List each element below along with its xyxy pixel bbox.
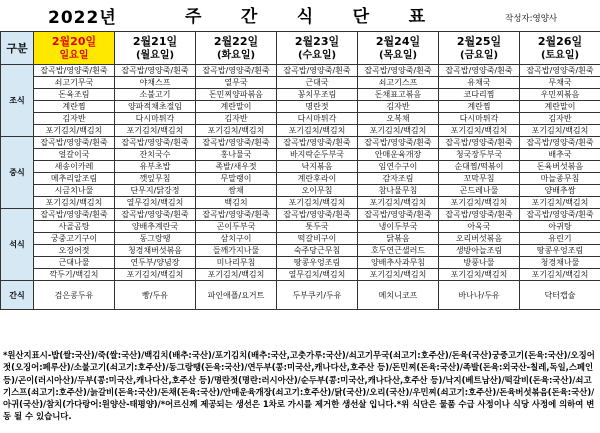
menu-row (1, 65, 600, 77)
menu-cell: 무말랭이 (196, 173, 277, 185)
day-date: 2월21일 (132, 34, 178, 48)
menu-cell: 잔치국수 (115, 149, 196, 161)
menu-cell: 포기김치/백김치 (520, 197, 600, 209)
menu-cell: 쇠고기무국 (34, 77, 115, 89)
menu-cell: 잡곡밥/영양죽/흰죽 (358, 209, 439, 221)
menu-cell: 오이무침 (277, 185, 358, 197)
menu-row (1, 125, 600, 137)
day-header (34, 32, 115, 65)
menu-cell: 잡곡밥/영양죽/흰죽 (196, 65, 277, 77)
menu-cell: 다시마튀각 (439, 113, 520, 125)
menu-cell: 잡곡밥/영양죽/흰죽 (115, 65, 196, 77)
menu-cell: 오리버섯볶음 (439, 233, 520, 245)
menu-cell: 떡갈비구이 (277, 233, 358, 245)
menu-cell: 낙지볶음 (277, 161, 358, 173)
day-header (196, 32, 277, 65)
menu-cell: 열무김치/백김치 (115, 197, 196, 209)
menu-cell: 냉이두부국 (358, 221, 439, 233)
table-header (1, 32, 600, 65)
menu-cell: 족발/새우젓 (196, 161, 277, 173)
weekly-menu-table (0, 31, 600, 310)
menu-cell: 꽁치무조림 (277, 89, 358, 101)
menu-cell: 잡곡밥/영양죽/흰죽 (115, 137, 196, 149)
menu-cell: 포기김치/백김치 (358, 125, 439, 137)
menu-cell: 잡곡밥/영양죽/흰죽 (34, 137, 115, 149)
menu-cell: 돈민찌양파볶음 (196, 89, 277, 101)
menu-cell: 감자조림 (358, 173, 439, 185)
menu-cell: 포기김치/백김치 (358, 197, 439, 209)
menu-cell: 잡곡밥/영양죽/흰죽 (196, 137, 277, 149)
day-weekday: (화요일) (216, 49, 256, 61)
menu-cell: 포기김치/백김치 (439, 269, 520, 281)
menu-cell: 명란젓 (277, 101, 358, 113)
menu-cell: 아욱국 (439, 221, 520, 233)
menu-cell: 우민찌볶음 (520, 89, 600, 101)
menu-cell: 계란찜 (34, 101, 115, 113)
menu-cell: 포기김치/백김치 (115, 269, 196, 281)
menu-cell: 김자반 (196, 113, 277, 125)
menu-cell: 단무지/닭강정 (115, 185, 196, 197)
snack-cell: 검은콩두유 (34, 281, 115, 310)
menu-cell: 메추리알조림 (34, 173, 115, 185)
menu-row (1, 245, 600, 257)
day-date: 2월24일 (375, 34, 421, 48)
menu-cell: 잡곡밥/영양죽/흰죽 (439, 137, 520, 149)
menu-cell: 잡곡밥/영양죽/흰죽 (34, 209, 115, 221)
day-date: 2월25일 (456, 34, 502, 48)
title-char: 표 (408, 7, 425, 27)
meal-label (1, 137, 34, 209)
menu-cell: 생방아늘조림 (439, 245, 520, 257)
menu-cell: 곤드레나물 (439, 185, 520, 197)
menu-cell: 잡곡밥/영양죽/흰죽 (520, 209, 600, 221)
day-date: 2월23일 (294, 34, 340, 48)
menu-cell: 땅콩우엉조림 (277, 257, 358, 269)
snack-cell: 파인애플/요거트 (196, 281, 277, 310)
menu-cell: 참나물무침 (358, 185, 439, 197)
menu-row (1, 173, 600, 185)
menu-cell: 김자반 (34, 113, 115, 125)
menu-cell: 양배추계란국 (115, 221, 196, 233)
menu-cell: 깍두기/백김치 (34, 269, 115, 281)
day-header (520, 32, 600, 65)
menu-cell: 돈육조림 (34, 89, 115, 101)
year-label: 2022년 (48, 8, 117, 28)
menu-row (1, 137, 600, 149)
menu-cell: 잡곡밥/영양죽/흰죽 (115, 209, 196, 221)
meal-label-text: 중식 (9, 167, 25, 177)
menu-row (1, 197, 600, 209)
snack-label: 간식 (1, 281, 34, 310)
snack-cell: 바나나/두유 (439, 281, 520, 310)
day-weekday: 일요일 (59, 49, 89, 61)
menu-cell: 들깨가지나물 (196, 245, 277, 257)
menu-row (1, 101, 600, 113)
day-weekday: (수요일) (297, 49, 337, 61)
menu-cell: 청경채나물 (520, 257, 600, 269)
menu-cell: 잡곡밥/영양죽/흰죽 (196, 209, 277, 221)
menu-cell: 잡곡밥/영양죽/흰죽 (520, 65, 600, 77)
menu-cell: 사골곰탕 (34, 221, 115, 233)
day-date: 2월22일 (213, 34, 259, 48)
day-weekday: (월요일) (135, 49, 175, 61)
snack-cell: 메치니코프 (358, 281, 439, 310)
meal-label (1, 209, 34, 281)
menu-cell: 잡곡밥/영양죽/흰죽 (439, 209, 520, 221)
menu-cell: 곤이두부국 (196, 221, 277, 233)
menu-cell: 양배추사과무침 (358, 257, 439, 269)
menu-cell: 무채국 (520, 77, 600, 89)
menu-cell: 청경채버섯볶음 (115, 245, 196, 257)
menu-cell: 포기김치/백김치 (439, 125, 520, 137)
menu-row (1, 185, 600, 197)
menu-cell: 계란후라이 (277, 173, 358, 185)
day-header (277, 32, 358, 65)
menu-cell: 잡곡밥/영양죽/흰죽 (439, 65, 520, 77)
menu-cell: 잡곡밥/영양죽/흰죽 (277, 209, 358, 221)
menu-cell: 숙주당근무침 (277, 245, 358, 257)
title-char: 간 (240, 7, 258, 27)
menu-cell: 포기김치/백김치 (439, 197, 520, 209)
menu-row (1, 257, 600, 269)
menu-cell: 안매운육개장 (358, 149, 439, 161)
menu-cell: 새송이카레 (34, 161, 115, 173)
menu-cell: 포기김치/백김치 (277, 125, 358, 137)
meal-label (1, 65, 34, 137)
menu-cell: 잡곡밥/영양죽/흰죽 (277, 137, 358, 149)
menu-cell: 포기김치/백김치 (34, 197, 115, 209)
menu-cell: 계란말이 (196, 101, 277, 113)
menu-row (1, 221, 600, 233)
menu-row (1, 233, 600, 245)
menu-cell: 유린기 (520, 233, 600, 245)
menu-cell: 톳두국 (277, 221, 358, 233)
title-row (0, 0, 600, 30)
menu-cell: 양배추쌈 (520, 185, 600, 197)
menu-cell: 미나리무침 (196, 257, 277, 269)
menu-cell: 김자반 (358, 101, 439, 113)
corner-label: 구분 (1, 32, 34, 65)
menu-cell: 열무국 (196, 77, 277, 89)
menu-cell: 오복채 (358, 113, 439, 125)
title-char: 주 (185, 7, 202, 27)
menu-cell: 잡곡밥/영양죽/흰죽 (277, 65, 358, 77)
menu-cell: 근대나물 (34, 257, 115, 269)
meal-label-text: 조식 (9, 95, 25, 105)
menu-cell: 배추국 (520, 149, 600, 161)
page-title (185, 2, 425, 28)
menu-row (1, 77, 600, 89)
header-row (1, 32, 600, 65)
menu-cell: 깻잎무침 (115, 173, 196, 185)
menu-row (1, 113, 600, 125)
day-date: 2월26일 (537, 34, 583, 48)
snack-cell: 빵/두유 (115, 281, 196, 310)
menu-cell: 다시마튀각 (277, 113, 358, 125)
menu-cell: 계란말이 (520, 101, 600, 113)
menu-cell: 소불고기 (115, 89, 196, 101)
menu-cell: 시금치나물 (34, 185, 115, 197)
snack-cell: 닥터캡슐 (520, 281, 600, 310)
menu-cell: 계란찜 (439, 101, 520, 113)
menu-cell: 궁중고기구이 (34, 233, 115, 245)
menu-cell: 오징어젓 (34, 245, 115, 257)
menu-cell: 순대찜/떡볶이 (439, 161, 520, 173)
menu-cell: 잡곡밥/영양죽/흰죽 (358, 137, 439, 149)
menu-cell: 포기김치/백김치 (115, 125, 196, 137)
menu-cell: 야채스프 (115, 77, 196, 89)
day-header (115, 32, 196, 65)
menu-cell: 청국장두부국 (439, 149, 520, 161)
menu-cell: 닭볶음 (358, 233, 439, 245)
menu-cell: 백김치 (196, 197, 277, 209)
menu-cell: 삼치구이 (196, 233, 277, 245)
menu-cell: 연두부/양념장 (115, 257, 196, 269)
menu-cell: 쇠고기스프 (358, 77, 439, 89)
menu-cell: 포기김치/백김치 (358, 269, 439, 281)
day-weekday: (금요일) (459, 49, 499, 61)
day-weekday: (토요일) (540, 49, 580, 61)
menu-cell: 다시마튀각 (115, 113, 196, 125)
menu-cell: 근대국 (277, 77, 358, 89)
menu-row (1, 209, 600, 221)
menu-cell: 돈채표고볶음 (358, 89, 439, 101)
title-char: 단 (352, 7, 370, 27)
menu-cell: 양파적채초절임 (115, 101, 196, 113)
menu-cell: 포기김치/백김치 (277, 197, 358, 209)
menu-row (1, 149, 600, 161)
menu-cell: 호두연근샐러드 (358, 245, 439, 257)
menu-cell: 마늘종무침 (520, 173, 600, 185)
menu-cell: 잡곡밥/영양죽/흰죽 (34, 65, 115, 77)
menu-cell: 동그랑땡 (115, 233, 196, 245)
menu-cell: 임연수구이 (358, 161, 439, 173)
snack-cell: 두부쿠키/두유 (277, 281, 358, 310)
menu-cell: 열무김치/백김치 (277, 269, 358, 281)
snack-row (1, 281, 600, 310)
menu-cell: 유부초밥 (115, 161, 196, 173)
menu-cell: 포기김치/백김치 (196, 125, 277, 137)
day-header (358, 32, 439, 65)
menu-cell: 아귀탕 (520, 221, 600, 233)
menu-row (1, 89, 600, 101)
menu-cell: 쌈채 (196, 185, 277, 197)
author-label: 작성자:영양사 (505, 14, 558, 24)
menu-cell: 잡곡밥/영양죽/흰죽 (358, 65, 439, 77)
menu-cell: 바지락순두부국 (277, 149, 358, 161)
day-weekday: (목요일) (378, 49, 418, 61)
menu-cell: 방풍나물 (439, 257, 520, 269)
menu-cell: 유채국 (439, 77, 520, 89)
menu-cell: 땅콩우엉조림 (520, 245, 600, 257)
menu-cell: 꼬막무침 (439, 173, 520, 185)
table-body (1, 65, 600, 310)
title-char: 식 (296, 7, 314, 27)
menu-cell: 돈육버섯볶음 (520, 161, 600, 173)
menu-cell: 코다리찜 (439, 89, 520, 101)
menu-cell: 포기김치/백김치 (520, 269, 600, 281)
menu-cell: 얼갈이국 (34, 149, 115, 161)
menu-cell: 포기김치/백김치 (520, 125, 600, 137)
origin-notes: *원산지표시-밥(쌀:국산)/죽(쌀:국산)/백김치(배추:국산)/포기김치(배추:국산,고춧가루:국산)/쇠고기무국(쇠고기:호주산)/돈육(국산)궁중고기(돈육:국산)/오징어젓(오징어:페루산)/소불고기(쇠고기:호주산)/동그랑땡(돈육:국산)/연두부(콩:미국산,캐나다산,호주산 등)/돈민찌(돈육:국산)/족발(돈육:외국산-칠레,독일,스페인 등)/곤이(러시아산)/두부(콩:미국산,캐나다산,호주산 등)/명란젓(명란:러시아산)/순두부(콩:미국산,캐나다산,호주산 등)/낙지(베트남산)/떡갈비(돈육:국산)/쇠고기스프(쇠고기:호주산)/늙갈비(돈육:국산)/돈채(돈육:국산)/안매운육개장(쇠고기:호주산)/닭(국산)/오리(국산)/우민찌(쇠고기:호주산)/돈육버섯볶음(돈육:국산)/아귀(국산)/참치(가다랑어:원양산-태평양)/*어르신께 제공되는 생선은 1차로 가시를 제거한 생선살 입니다.*위 식단은 물품 수급 사정이나 식당 사정에 의하여 변동 될 수 있습니다. (3, 350, 595, 422)
menu-cell: 포기김치/백김치 (196, 269, 277, 281)
day-date: 2월20일 (51, 34, 97, 48)
meal-label-text: 석식 (9, 239, 25, 249)
menu-cell: 잡곡밥/영양죽/흰죽 (520, 137, 600, 149)
menu-cell: 홍나물국 (196, 149, 277, 161)
day-header (439, 32, 520, 65)
menu-cell: 포기김치/백김치 (34, 125, 115, 137)
menu-cell: 김자반 (520, 113, 600, 125)
menu-row (1, 269, 600, 281)
menu-row (1, 161, 600, 173)
